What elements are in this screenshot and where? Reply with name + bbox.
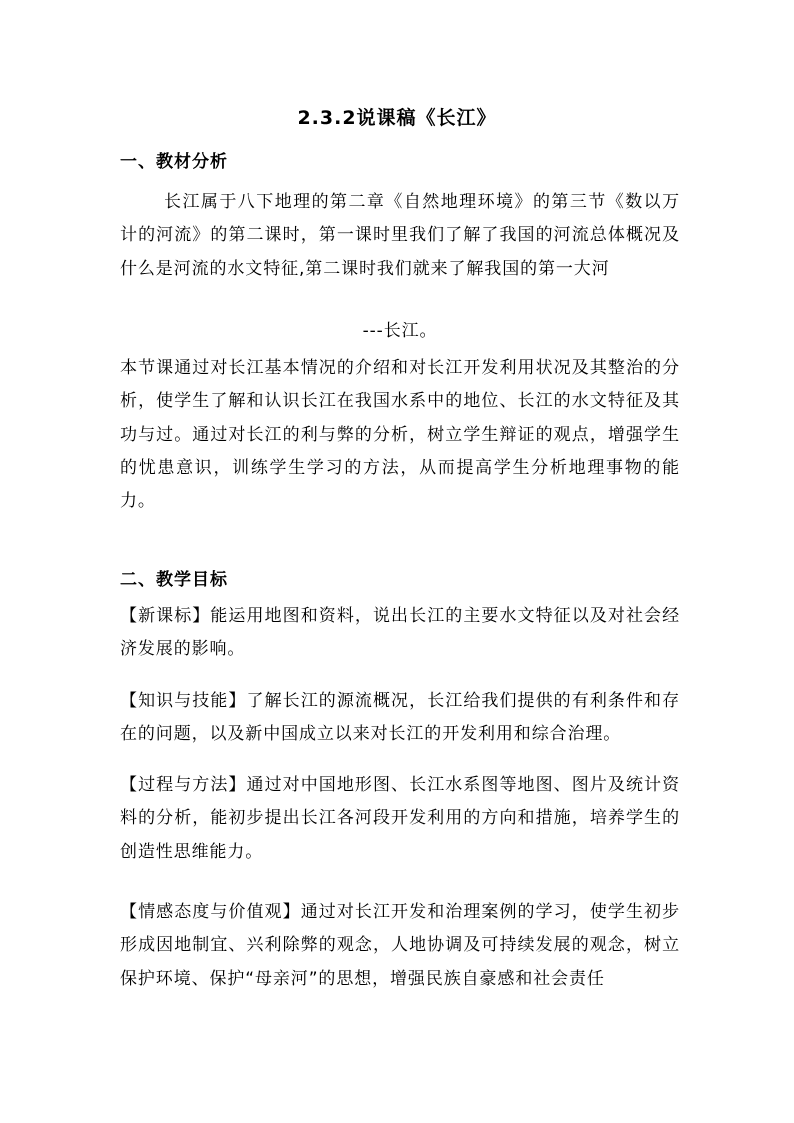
goal-tag: 【情感态度与价值观】: [120, 902, 301, 922]
goal-text: 通过对中国地形图、长江水系图等地图、图片及统计资料的分析，能初步提出长江各河段开发利用的方向和措施，培养学生的创造性思维能力。: [120, 775, 680, 862]
paragraph-textbook-context-tail: ---长江。: [362, 321, 438, 341]
goal-process-methods: [120, 769, 680, 869]
goal-emotion-values: [120, 896, 680, 996]
section-heading-textbook-analysis: 一、教材分析: [120, 152, 228, 172]
goal-tag: 【知识与技能】: [120, 691, 247, 711]
goal-tag: 【过程与方法】: [120, 775, 247, 795]
goal-text: 了解长江的源流概况，长江给我们提供的有利条件和存在的问题，以及新中国成立以来对长江的开发利用和综合治理。: [120, 691, 680, 745]
paragraph-textbook-context: 长江属于八下地理的第二章《自然地理环境》的第三节《数以万计的河流》的第二课时，第一课时里我们了解了我国的河流总体概况及什么是河流的水文特征,第二课时我们就来了解我国的第一大河: [120, 192, 680, 279]
goal-text: 通过对长江开发和治理案例的学习，使学生初步形成因地制宜、兴利除弊的观念，人地协调及可持续发展的观念，树立保护环境、保护“母亲河”的思想，增强民族自豪感和社会责任: [120, 902, 680, 989]
goal-new-curriculum: [120, 600, 680, 667]
goal-tag: 【新课标】: [120, 606, 211, 626]
goal-text: 能运用地图和资料，说出长江的主要水文特征以及对社会经济发展的影响。: [120, 606, 681, 660]
section-heading-teaching-goals: 二、教学目标: [120, 570, 228, 590]
document-title: 2.3.2说课稿《长江》: [297, 107, 497, 129]
goal-knowledge-skills: [120, 685, 680, 752]
paragraph-lesson-overview: 本节课通过对长江基本情况的介绍和对长江开发利用状况及其整治的分析，使学生了解和认识长江在我国水系中的地位、长江的水文特征及其功与过。通过对长江的利与弊的分析，树立学生辩证的观点，增强学生的忧患意识，训练学生学习的方法，从而提高学生分析地理事物的能力。: [120, 358, 680, 512]
